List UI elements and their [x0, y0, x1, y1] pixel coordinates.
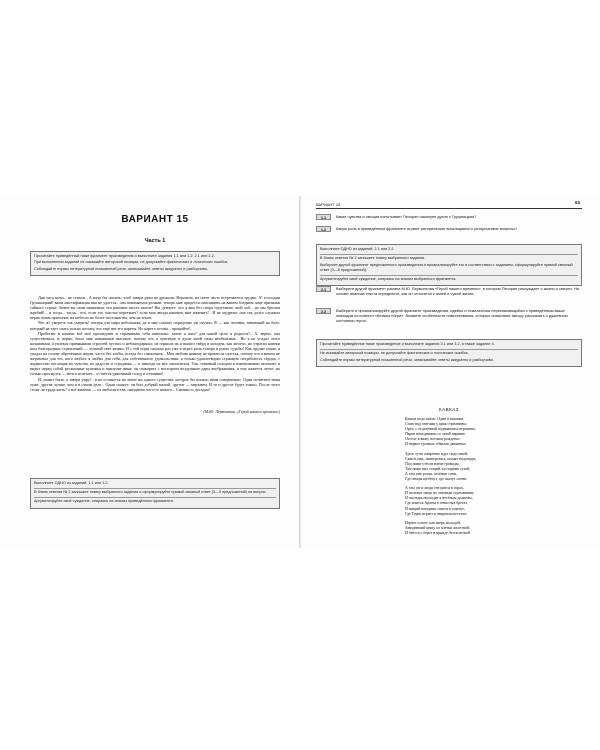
- running-head: ВАРИАНТ 15: [316, 202, 341, 207]
- part-title: Часть 1: [144, 238, 166, 244]
- prose-paragraph: Дни часа ночи... не стихов... А надо бы сказать, чтоб завтра руки не дрожали. Вероятно, на свете часто встречаются трудно. А! господин Грушницкий! ваша мистификация вам не удастся... мы поменяемся ролями: теперь мне придется отыскивать на вашем бледном лице признаки тайного страха. Зачем вы сами назначили эти роковые шесть шагов? Вы думаете, что я вам без спора подставлю свой лоб... но мы бросим жребий!... и тогда... тогда... что, если его счастье перетянет? если моя звезда наконец мне изменит?.. И не мудрено: она так долго служила верно моим прихотям; на небесах не более постоянства, чем на земле.: [30, 295, 280, 321]
- poem-title: КАВКАЗ: [439, 407, 459, 412]
- poem-line: И бьётся о берег в вражде бесполезной: [405, 530, 470, 535]
- poem-line: Играет и воет, как зверь молодой,: [405, 520, 461, 525]
- poem-line: Здесь тучи смиренно идут подо мной;: [405, 451, 468, 456]
- poem-line: Там ниже мох тощий, кустарник сухой;: [405, 466, 471, 471]
- divider: [320, 254, 578, 255]
- poem-line: И первое грозных обвалов движенье.: [405, 442, 467, 447]
- page-number: 61: [575, 201, 581, 206]
- poem-line: И пастырь нисходит к весёлым долинам,: [405, 496, 473, 501]
- prose-paragraph: Пробегаю в памяти всё моё прошедшее и спрашиваю себя невольно: зачем я жил? для какой цели я родился?.. А, верно, она существовала, и, верно, было мне назначение высокое, потому что я чувствую в душе моей силы необъятные... Но я не угадал этого назначения, я увлекся приманками страстей пустых и неблагодарных; из горнила их я вышел твёрд и холоден, как железо, но утратил навеки пыл благородных стремлений — лучший свет жизни. И с той поры сколько раз уже я играл роль топора в руках судьбы! Как орудие казни, я упадал на голову обречённых жертв, часто без злобы, всегда без сожаления... Моя любовь никому не принесла счастья, потому что я ничем не жертвовал для тех, кого любил: я любил для себя, для собственного удовольствия: я только удовлетворял странную потребность сердца, с жадностью поглощая их чувства, их радости и страданья — и никогда не мог насытиться. Так, томимый голодом в изнеможении засыпает и видит перед собой роскошные кушанья и шипучие вина; он пожирает с восторгом воздушные дары воображения, и ему кажется легче; но только проснулся — мечта исчезает... остаётся удвоенный голод и отчаяние!: [30, 330, 280, 377]
- question-number-badge: 1.1: [316, 214, 331, 220]
- poem-stanza: [405, 521, 585, 536]
- task-line: В бланк ответов № 2 запишите номер выбранного задания и сформулируйте прямой связный ответ (3—5 предложений) на вопрос.: [34, 490, 267, 495]
- book-gutter: [299, 196, 301, 548]
- instructions-box: [30, 251, 280, 276]
- instruction-line: При выполнении заданий не искажайте авторской позиции, не допускайте фактических и логических ошибок.: [34, 260, 229, 265]
- header-rule: [316, 208, 582, 209]
- task-line: Аргументируйте своё суждение, опираясь на анализ выбранного фрагмента.: [320, 277, 457, 281]
- question-1-2: [316, 226, 582, 231]
- question-number-badge: 1.2: [316, 226, 331, 232]
- instruction-line: Прочитайте приведённый ниже фрагмент произведения и выполните задания 1.1 или 1.2; 2.1 или 2.2.: [34, 254, 215, 258]
- question-number-badge: 2.2: [316, 308, 331, 314]
- question-number-badge: 2.1: [316, 286, 331, 292]
- question-text: Выберите другой фрагмент романа М.Ю. Лермонтова «Герой нашего времени», в котором Печорин рассуждает о жизни и смерти. На основе анализа текста определите, как он относится к своей и чужой жизни.: [336, 286, 579, 296]
- question-text: Какие чувства и эмоции испытывает Печорин накануне дуэли с Грушницким?: [336, 214, 477, 219]
- task-line: Выберите другой фрагмент предложенного произведения и проанализируйте его в соответствии с заданием, сформулируйте прямой связный ответ (3—5 предложений).: [320, 262, 573, 272]
- question-text: Выберите и проанализируйте другой фрагмент произведения, идейно и тематически перекликающийся с приведённым выше эпизодом из повести «Княжна Мери». Выявите особенности повествования, которые позволяют автору рассказать о душевном состоянии героя.: [336, 308, 568, 323]
- poem-line: И ползают овцы по злачным стремнинам,: [405, 491, 475, 496]
- prose-paragraph: Что ж? умереть так умереть! потеря для мира небольшая; да и мне самому порядочно уж скучно. Я — как человек, зевающий на бале, который не едет спать только потому, что ещё нет его кареты. Но карета готова... прощайте!..: [30, 320, 280, 331]
- poem-line: Завидевший пищу из клетки железной;: [405, 525, 470, 530]
- task-line: Выполните ОДНО из заданий: 2.1 или 2.2.: [320, 247, 395, 251]
- poem-line: А там уже рощи, зелёные сени,: [405, 471, 457, 476]
- poem-stanza: [405, 417, 585, 448]
- task-box: [30, 478, 280, 509]
- variant-title: ВАРИАНТ 15: [121, 214, 189, 225]
- task-box-3: [316, 339, 582, 367]
- task-box-2: [316, 244, 582, 286]
- poem-line: Орёл, с отдалённой поднявшись вершины,: [405, 427, 476, 432]
- divider: [34, 497, 276, 498]
- task-line: В бланк ответов № 2 запишите номер выбранного задания.: [320, 256, 426, 261]
- task-line: Соблюдайте нормы литературной письменной речи, записывайте ответы аккуратно и разборчиво.: [320, 357, 494, 362]
- source-attribution: (М.Ю. Лермонтов. «Герой нашего времени»): [203, 409, 280, 414]
- divider: [320, 349, 578, 350]
- poem-line: Отселе я вижу потоков рожденье: [405, 437, 460, 442]
- question-2-1: [316, 286, 582, 296]
- prose-paragraph: И, может быть, я завтра умру!.. и не останется на земле ни одного существа, которое бы поняло меня совершенно. Одни почитают меня хуже, другие лучше, чем я в самом деле... Одни скажут: он был добрый малый, другие — мерзавец. И то и другое будет ложно. После этого стоит ли труда жить? а всё живёшь — из любопытства: ожидаешь чего-то нового... Смешно и досадно!: [30, 376, 280, 392]
- poem-line: Кавказ подо мною. Один в вышине: [405, 417, 464, 421]
- poem-line: Где мчится Арагва в тенистых брегах,: [405, 501, 469, 506]
- task-line: Выполните ОДНО из заданий: 1.1 или 1.2.: [34, 481, 109, 485]
- task-line: Не искажайте авторской позиции, не допускайте фактических и логических ошибок.: [320, 351, 469, 356]
- poem-line: Где Терек играет в свирепом веселье;: [405, 511, 468, 516]
- poem-line: Под ними утёсов нагие громады;: [405, 461, 460, 466]
- task-line: Аргументируйте своё суждение, опираясь на анализ приведённого фрагмента.: [34, 499, 174, 504]
- question-2-2: [316, 308, 582, 323]
- prose-excerpt: [30, 295, 280, 392]
- divider: [320, 275, 578, 276]
- poem-line: Где птицы щебечут, где скачут олени.: [405, 477, 468, 482]
- poem-line: Парит неподвижно со мной наравне.: [405, 432, 466, 437]
- instruction-line: Соблюдайте нормы литературной письменной речи, записывайте ответы аккуратно и разборчиво.: [34, 266, 208, 271]
- divider: [34, 488, 276, 489]
- poem-stanza: [405, 452, 585, 483]
- poem-line: Стою над снегами у края стремнины;: [405, 422, 467, 427]
- question-text: Какую роль в приведённом фрагменте играют риторические восклицания и риторические вопросы?: [336, 226, 518, 231]
- poem-text: [405, 417, 585, 540]
- question-1-1: [316, 214, 582, 219]
- poem-line: А там уж и люди гнездятся в горах,: [405, 486, 464, 491]
- poem-stanza: [405, 486, 585, 517]
- task-line: Прочитайте приведённое ниже произведение и выполните задания 3.1 или 3.2, а также задание 4.: [320, 342, 495, 346]
- poem-line: Сквозь них, низвергаясь, шумят водопады;: [405, 456, 477, 461]
- poem-line: И нищий наездник таится в ущелье,: [405, 506, 465, 511]
